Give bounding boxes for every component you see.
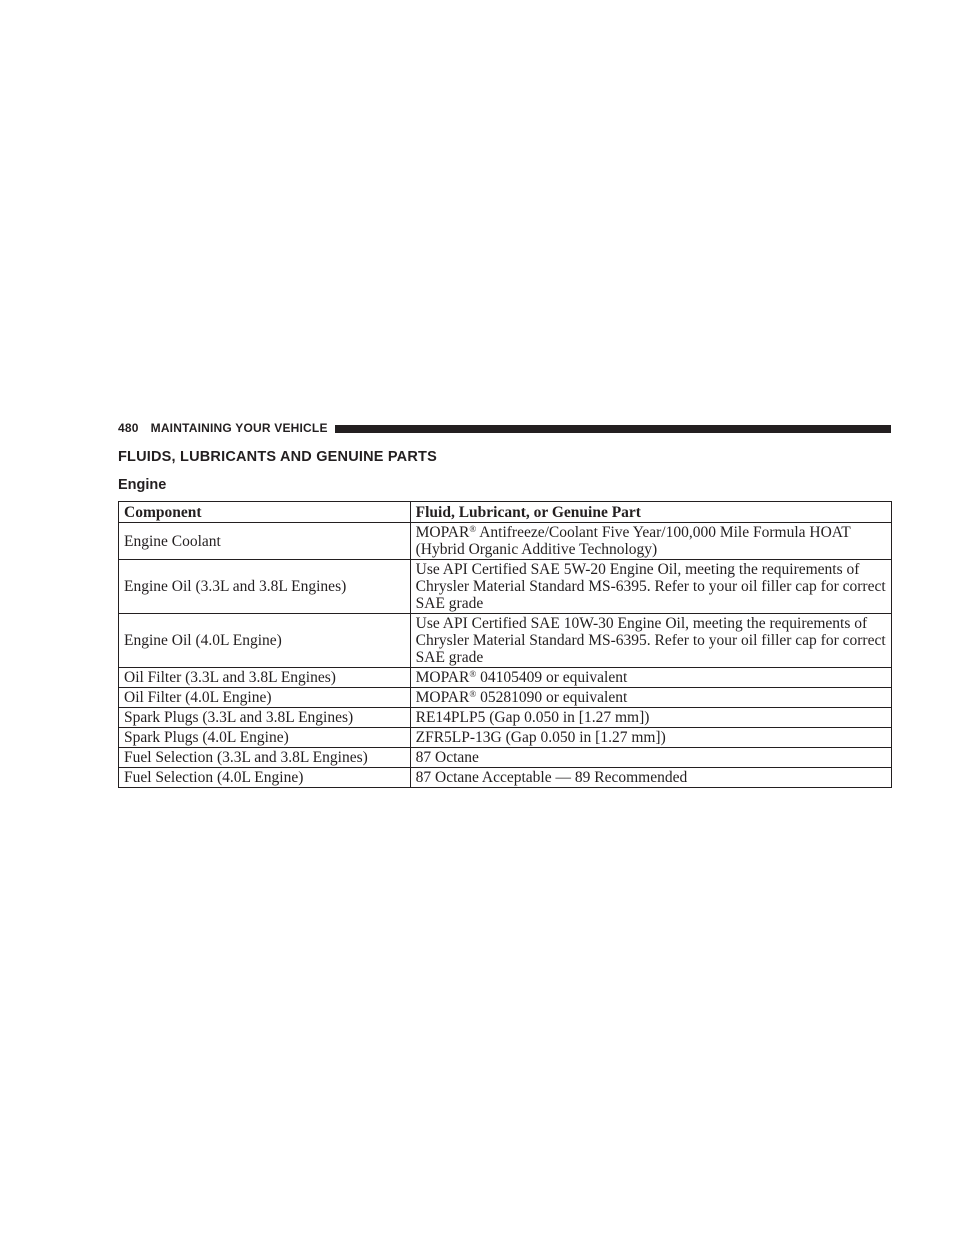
table-row — [119, 708, 892, 728]
part-cell — [410, 523, 891, 560]
component-cell: Fuel Selection (4.0L Engine) — [119, 768, 411, 788]
brand-name: MOPAR — [415, 689, 470, 706]
registered-mark: ® — [469, 524, 477, 534]
table-row — [119, 614, 892, 668]
brand-name: MOPAR — [415, 669, 470, 686]
part-text: 05281090 or equivalent — [476, 689, 628, 706]
running-head-title: MAINTAINING YOUR VEHICLE — [150, 421, 328, 435]
part-cell: 87 Octane — [410, 748, 891, 768]
part-cell: Use API Certified SAE 5W-20 Engine Oil, meeting the requirements of Chrysler Material Standard MS-6395. Refer to your oil filler cap for correct SAE grade — [410, 560, 891, 614]
part-text: Antifreeze/Coolant Five Year/100,000 Mile Formula HOAT (Hybrid Organic Additive Technology) — [415, 524, 851, 558]
component-cell: Engine Coolant — [119, 523, 411, 560]
header-rule-bar — [335, 425, 891, 433]
page-number: 480 — [118, 421, 139, 435]
component-cell: Fuel Selection (3.3L and 3.8L Engines) — [119, 748, 411, 768]
brand-name: MOPAR — [415, 524, 470, 541]
registered-mark: ® — [469, 689, 477, 699]
component-cell: Spark Plugs (3.3L and 3.8L Engines) — [119, 708, 411, 728]
table-row — [119, 728, 892, 748]
component-cell: Oil Filter (3.3L and 3.8L Engines) — [119, 668, 411, 688]
part-cell — [410, 668, 891, 688]
table-row — [119, 688, 892, 708]
table-header-row — [119, 502, 892, 523]
section-title: FLUIDS, LUBRICANTS AND GENUINE PARTS — [118, 449, 437, 465]
part-cell — [410, 688, 891, 708]
component-cell: Spark Plugs (4.0L Engine) — [119, 728, 411, 748]
table-row — [119, 768, 892, 788]
column-header-fluid-part: Fluid, Lubricant, or Genuine Part — [410, 502, 891, 523]
table-row — [119, 560, 892, 614]
component-cell: Engine Oil (4.0L Engine) — [119, 614, 411, 668]
table-row — [119, 748, 892, 768]
running-header — [118, 419, 891, 437]
component-cell: Oil Filter (4.0L Engine) — [119, 688, 411, 708]
part-cell: RE14PLP5 (Gap 0.050 in [1.27 mm]) — [410, 708, 891, 728]
part-cell: ZFR5LP-13G (Gap 0.050 in [1.27 mm]) — [410, 728, 891, 748]
registered-mark: ® — [469, 669, 477, 679]
component-cell: Engine Oil (3.3L and 3.8L Engines) — [119, 560, 411, 614]
part-cell: Use API Certified SAE 10W-30 Engine Oil, meeting the requirements of Chrysler Material Standard MS-6395. Refer to your oil filler cap for correct SAE grade — [410, 614, 891, 668]
subsection-title: Engine — [118, 477, 167, 493]
table-row — [119, 668, 892, 688]
table-row — [119, 523, 892, 560]
engine-parts-table — [118, 501, 892, 788]
part-cell: 87 Octane Acceptable — 89 Recommended — [410, 768, 891, 788]
column-header-component: Component — [119, 502, 411, 523]
part-text: 04105409 or equivalent — [476, 669, 628, 686]
